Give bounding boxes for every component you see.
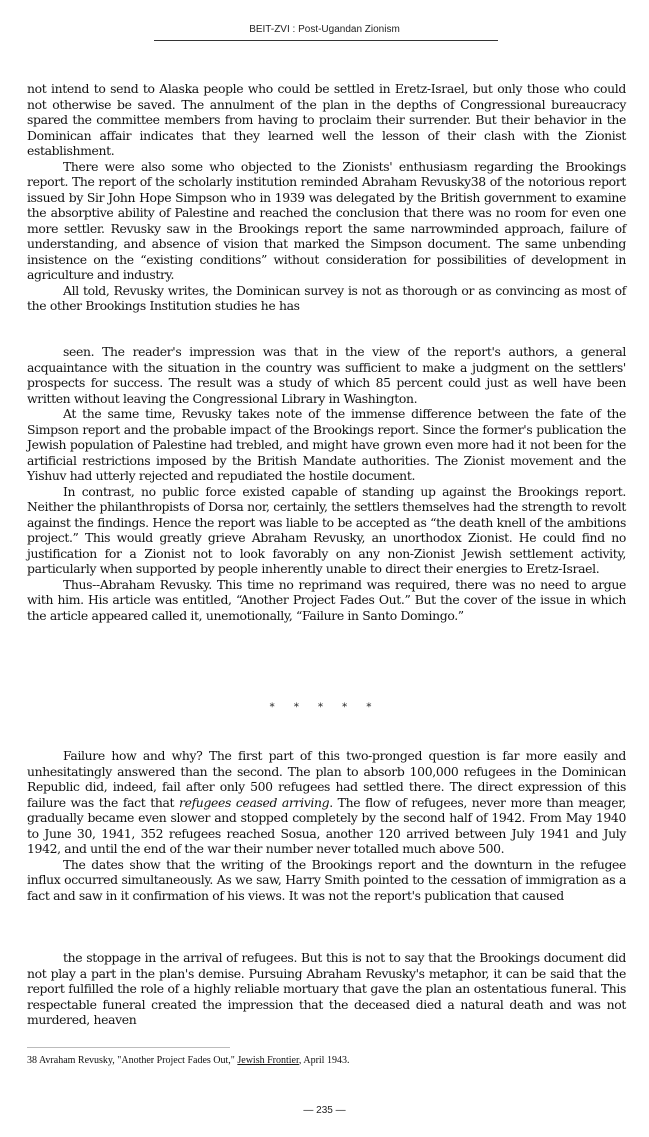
emphasis-text: refugees ceased arriving	[179, 794, 330, 810]
paragraph: not intend to send to Alaska people who could be settled in Eretz-Israel, but only those who could not otherwise be saved. The annulment of the plan in the depths of Congressional bureaucracy spared the committee members from having to proclaim their surrender. But their behavior in the Dominican affair indicates that they learned well the lesson of their clash with the Zionist establishment.	[27, 81, 626, 158]
footnote-text: 38 Avraham Revusky, "Another Project Fades Out,"	[27, 1055, 238, 1066]
footnote-rule	[27, 1047, 230, 1048]
paragraph: There were also some who objected to the Zionists' enthusiasm regarding the Brookings report. The report of the scholarly institution reminded Abraham Revusky38 of the notorious report issued by Sir John Hope Simpson who in 1939 was delegated by the British government to examine the absorptive ability of Palestine and reached the conclusion that there was no room for even one more settler. Revusky saw in the Brookings report the same narrowminded approach, failure of understanding, and absence of vision that marked the Simpson document. The same unbending insistence on the “existing conditions” without consideration for possibilities of development in agriculture and industry.	[27, 158, 626, 282]
text-block-2	[27, 344, 626, 623]
running-header: BEIT-ZVI : Post-Ugandan Zionism	[249, 24, 400, 35]
footnote-text: , April 1943.	[298, 1055, 350, 1066]
paragraph: The dates show that the writing of the Brookings report and the downturn in the refugee influx occurred simultaneously. As we saw, Harry Smith pointed to the cessation of immigration as a fact and saw in it confirmation of his views. It was not the report's publication that caused	[27, 856, 626, 903]
text-block-3	[27, 748, 626, 903]
paragraph: All told, Revusky writes, the Dominican survey is not as thorough or as convincing as most of the other Brookings Institution studies he has	[27, 282, 626, 313]
paragraph: In contrast, no public force existed capable of standing up against the Brookings report. Neither the philanthropists of Dorsa nor, certainly, the settlers themselves had the strength to revolt against the findings. Hence the report was liable to be accepted as “the death knell of the ambitions project.” This would greatly grieve Abraham Revusky, an unorthodox Zionist. He could find no justification for a Zionist not to look favorably on any non-Zionist Jewish settlement activity, particularly when supported by people inherently unable to direct their energies to Eretz-Israel.	[27, 483, 626, 576]
text-block-4	[27, 950, 626, 1028]
paragraph: the stoppage in the arrival of refugees. But this is not to say that the Brookings document did not play a part in the plan's demise. Pursuing Abraham Revusky's metaphor, it can be said that the report fulfilled the role of a highly reliable mortuary that gave the plan an ostentatious funeral. This respectable funeral created the impression that the deceased died a natural death and was not murdered, heaven	[27, 950, 626, 1027]
header-rule	[154, 40, 498, 41]
footnote	[27, 1055, 587, 1066]
text-block-1	[27, 81, 626, 314]
paragraph	[27, 748, 626, 857]
page-number: — 235 —	[303, 1105, 346, 1116]
paragraph: At the same time, Revusky takes note of the immense difference between the fate of the Simpson report and the probable impact of the Brookings report. Since the former's publication the Jewish population of Palestine had trebled, and might have grown even more had it not been for the artificial restrictions imposed by the British Mandate authorities. The Zionist movement and the Yishuv had utterly rejected and repudiated the hostile document.	[27, 406, 626, 483]
text-run: . The flow of refugees, never more than meager, gradually became even slower and stopped completely by the second half of 1942. From May 1940 to June 30, 1941, 352 refugees reached Sosua, another 120 arrived between July 1941 and July 1942, and until the end of the war their number never totalled much above 500.	[27, 794, 627, 856]
section-separator: * * * * *	[269, 702, 380, 713]
text-run: Failure how and why? The first part of this two-pronged question is far more easily and unhesitatingly answered than the second. The plan to absorb 100,000 refugees in the Dominican Republic did, indeed, fail after only 500 refugees had settled there. The direct expression of this failure was the fact that	[27, 748, 626, 810]
footnote-journal: Jewish Frontier	[237, 1055, 299, 1066]
paragraph: seen. The reader's impression was that in the view of the report's authors, a general acquaintance with the situation in the country was sufficient to make a judgment on the settlers' prospects for success. The result was a study of which 85 percent could just as well have been written without leaving the Congressional Library in Washington.	[27, 344, 626, 406]
paragraph: Thus--Abraham Revusky. This time no reprimand was required, there was no need to argue with him. His article was entitled, “Another Project Fades Out.” But the cover of the issue in which the article appeared called it, unemotionally, “Failure in Santo Domingo.”	[27, 576, 626, 623]
